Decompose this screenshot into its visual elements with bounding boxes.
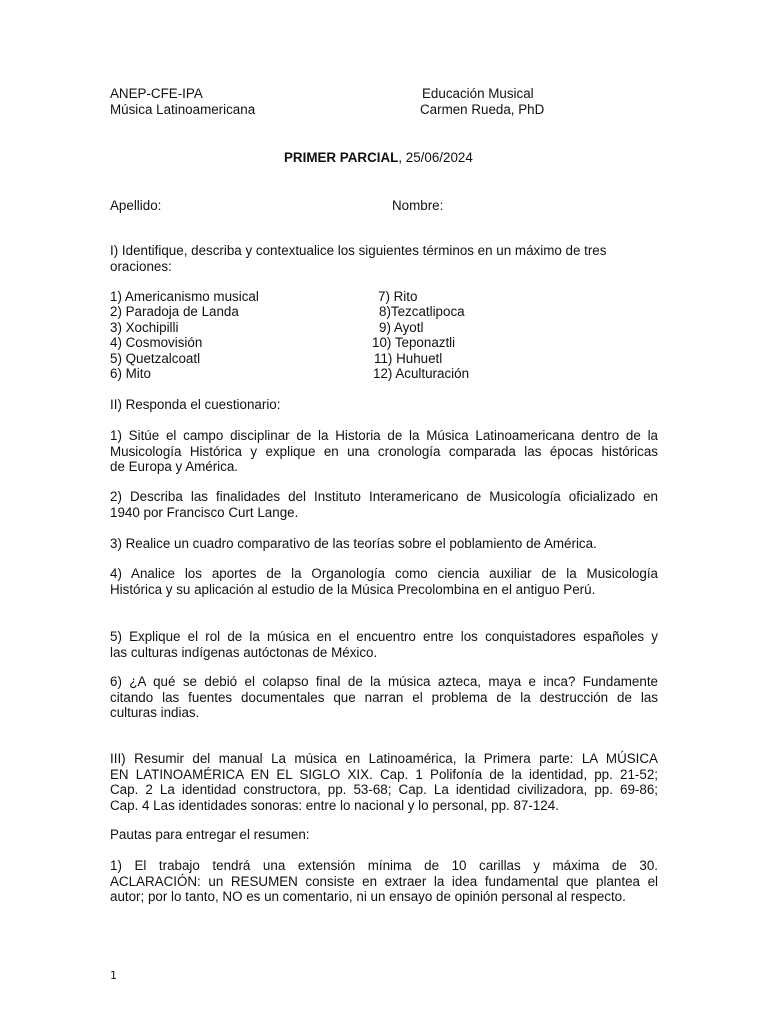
term-5: 5) Quetzalcoatl bbox=[110, 351, 201, 366]
question-4-line2: Histórica y su aplicación al estudio de la Música Precolombina en el antiguo Perú. bbox=[110, 581, 596, 597]
pautas-heading: Pautas para entregar el resumen: bbox=[110, 827, 310, 842]
term-10: 10) Teponaztli bbox=[372, 335, 456, 350]
exam-title bbox=[284, 150, 473, 166]
question-6-line1: 6) ¿A qué se debió el colapso final de la música azteca, maya e inca? Fundamente bbox=[110, 674, 658, 689]
question-1 bbox=[110, 428, 658, 475]
pauta-1-line1: 1) El trabajo tendrá una extensión mínima de 10 carillas y máxima de 30. bbox=[110, 858, 658, 873]
exam-title-bold: PRIMER PARCIAL bbox=[284, 150, 399, 165]
section3-line2: EN LATINOAMÉRICA EN EL SIGLO XIX. Cap. 1 Polifonía de la identidad, pp. 21-52; bbox=[110, 766, 658, 782]
institution-name: ANEP-CFE-IPA bbox=[110, 86, 203, 101]
section3-paragraph bbox=[110, 751, 658, 813]
section3-line1: III) Resumir del manual La música en Latinoamérica, la Primera parte: LA MÚSICA bbox=[110, 751, 658, 766]
term-1: 1) Americanismo musical bbox=[110, 289, 259, 304]
apellido-label: Apellido: bbox=[110, 198, 162, 213]
question-6-line2: citando las fuentes documentales que narran el problema de la destrucción de las bbox=[110, 689, 658, 705]
term-4: 4) Cosmovisión bbox=[110, 335, 203, 350]
term-7: 7) Rito bbox=[378, 289, 418, 304]
question-1-line1: 1) Sitúe el campo disciplinar de la Historia de la Música Latinoamericana dentro de la bbox=[110, 428, 658, 443]
question-3 bbox=[110, 536, 658, 552]
term-6: 6) Mito bbox=[110, 366, 151, 381]
question-5-line2: las culturas indígenas autóctonas de México. bbox=[110, 644, 378, 660]
term-3: 3) Xochipilli bbox=[110, 320, 179, 335]
question-2-line2: 1940 por Francisco Curt Lange. bbox=[110, 504, 299, 520]
question-2 bbox=[110, 489, 658, 520]
term-9: 9) Ayotl bbox=[379, 320, 424, 335]
teacher-name: Carmen Rueda, PhD bbox=[420, 102, 545, 117]
question-4-line1: 4) Analice los aportes de la Organología como ciencia auxiliar de la Musicología bbox=[110, 566, 658, 581]
department-name: Educación Musical bbox=[422, 86, 534, 101]
nombre-label: Nombre: bbox=[392, 198, 444, 213]
section3-line4: Cap. 4 Las identidades sonoras: entre lo nacional y lo personal, pp. 87-124. bbox=[110, 797, 559, 813]
pauta-1-line2: ACLARACIÓN: un RESUMEN consiste en extraer la idea fundamental que plantea el bbox=[110, 873, 658, 889]
section1-intro-line1: I) Identifique, describa y contextualice los siguientes términos en un máximo de tres bbox=[110, 243, 607, 258]
question-5 bbox=[110, 629, 658, 660]
question-1-line2: Musicología Histórica y explique en una cronología comparada las épocas históricas bbox=[110, 443, 658, 459]
page-number: 1 bbox=[110, 969, 117, 982]
question-6-line3: culturas indias. bbox=[110, 705, 200, 721]
question-1-line3: de Europa y América. bbox=[110, 459, 239, 475]
question-6 bbox=[110, 674, 658, 721]
question-2-line1: 2) Describa las finalidades del Instituto Interamericano de Musicología oficializado en bbox=[110, 489, 658, 504]
question-3-line1: 3) Realice un cuadro comparativo de las teorías sobre el poblamiento de América. bbox=[110, 536, 597, 551]
section3-line3: Cap. 2 La identidad constructora, pp. 53-68; Cap. La identidad civilizadora, pp. 69-86; bbox=[110, 782, 658, 798]
pauta-1-line3: autor; por lo tanto, NO es un comentario, ni un ensayo de opinión personal al respecto. bbox=[110, 889, 626, 905]
section1-intro-line2: oraciones: bbox=[110, 259, 172, 274]
term-8: 8)Tezcatlipoca bbox=[379, 304, 465, 319]
term-2: 2) Paradoja de Landa bbox=[110, 304, 239, 319]
question-4 bbox=[110, 566, 658, 597]
question-5-line1: 5) Explique el rol de la música en el encuentro entre los conquistadores españoles y bbox=[110, 629, 658, 644]
course-name: Música Latinoamericana bbox=[110, 102, 256, 117]
pauta-1 bbox=[110, 858, 658, 905]
term-11: 11) Huhuetl bbox=[374, 351, 443, 366]
exam-date: , 25/06/2024 bbox=[398, 150, 473, 165]
term-12: 12) Aculturación bbox=[373, 366, 470, 381]
section2-heading: II) Responda el cuestionario: bbox=[110, 397, 281, 412]
